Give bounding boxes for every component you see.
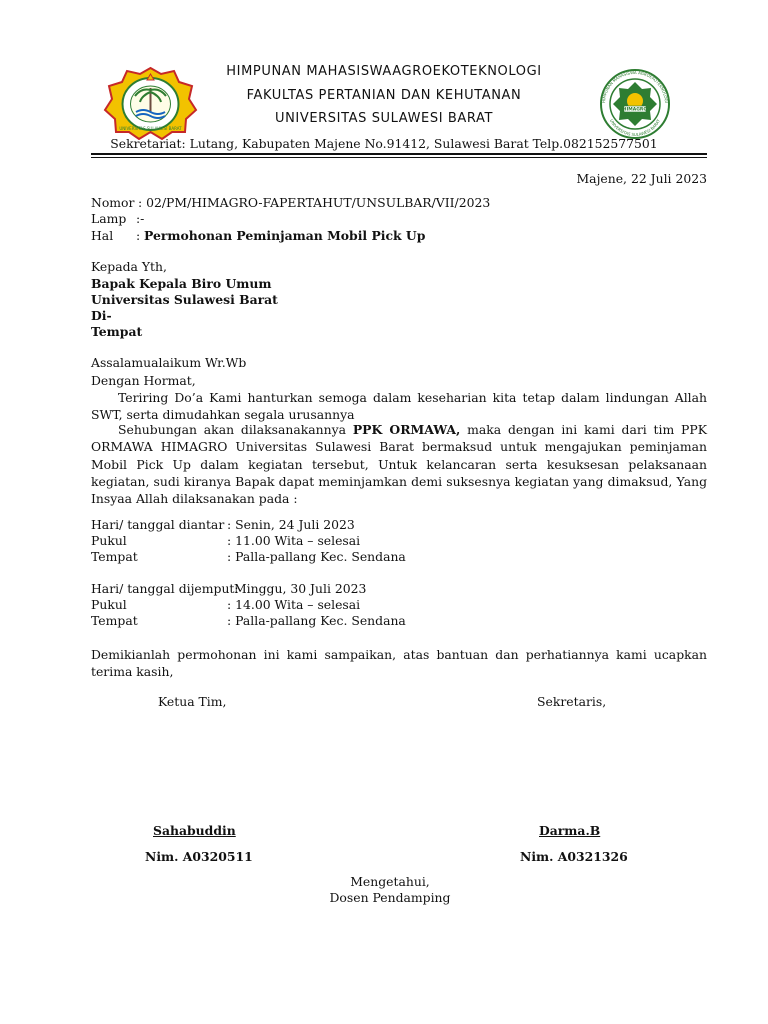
ppk-ormawa-bold: PPK ORMAWA, <box>352 422 461 437</box>
faculty-name: FAKULTAS PERTANIAN DAN KEHUTANAN <box>246 88 522 103</box>
pickup-time-label: Pukul <box>91 597 127 612</box>
lamp-value: :- <box>136 211 145 226</box>
delivery-place-value: : Palla-pallang Kec. Sendana <box>227 549 406 564</box>
svg-text:UNIVERSITAS SULAWESI BARAT: UNIVERSITAS SULAWESI BARAT <box>119 126 182 131</box>
header-rule-thin <box>91 157 707 158</box>
header-rule <box>91 153 707 155</box>
delivery-place-label: Tempat <box>91 549 138 564</box>
right-signatory-role: Sekretaris, <box>537 694 607 709</box>
recipient-line-1: Bapak Kepala Biro Umum <box>91 276 272 291</box>
delivery-day-label: Hari/ tanggal diantar <box>91 517 225 532</box>
nomor-label: Nomor <box>91 195 135 210</box>
supervisor-label: Dosen Pendamping <box>329 890 451 905</box>
address-line: Sekretariat: Lutang, Kabupaten Majene No.91412, Sulawesi Barat Telp.082152577501 <box>110 136 658 151</box>
left-signatory-role: Ketua Tim, <box>158 694 227 709</box>
hal-label: Hal <box>91 228 114 243</box>
lamp-label: Lamp <box>91 211 127 226</box>
closing-paragraph: Demikianlah permohonan ini kami sampaikan, atas bantuan dan perhatiannya kami ucapkan terima kasih, <box>91 647 707 680</box>
svg-text:UNIVERSITAS SULAWESI BARAT: UNIVERSITAS SULAWESI BARAT <box>608 118 662 138</box>
acknowledge-label: Mengetahui, <box>350 874 430 889</box>
letter-date: Majene, 22 Juli 2023 <box>576 171 707 186</box>
paragraph-request <box>91 421 707 507</box>
hal-colon: : <box>136 228 141 243</box>
svg-text:HIMAGRO: HIMAGRO <box>622 107 648 113</box>
pickup-time-value: : 14.00 Wita – selesai <box>227 597 361 612</box>
recipient-line-2: Universitas Sulawesi Barat <box>91 292 278 307</box>
university-name: UNIVERSITAS SULAWESI BARAT <box>274 111 494 126</box>
recipient-greeting: Kepada Yth, <box>91 259 167 274</box>
org-name: HIMPUNAN MAHASISWAAGROEKOTEKNOLOGI <box>226 64 542 79</box>
paragraph-request-rest: maka dengan ini kami dari tim PPK ORMAWA HIMAGRO Universitas Sulawesi Barat bermaksud untuk mengajukan peminjaman Mobil Pick Up dalam kegiatan tersebut, Untuk kelancaran serta kesuksesan pelaksanaan kegiatan, sudi kiranya Bapak dapat meminjamkan demi suksesnya kegiatan yang dimaksud, Yang Insyaa Allah dilaksanakan pada : <box>91 422 707 507</box>
pickup-day-label: Hari/ tanggal dijemput: <box>91 581 239 596</box>
paragraph-doa: Teriring Do’a Kami hanturkan semoga dalam keseharian kita tetap dalam lindungan Allah SWT, serta dimudahkan segala urusannya <box>91 390 707 423</box>
pickup-place-label: Tempat <box>91 613 138 628</box>
delivery-day-value: : Senin, 24 Juli 2023 <box>227 517 355 532</box>
left-signatory-name: Sahabuddin <box>153 823 236 838</box>
delivery-time-value: : 11.00 Wita – selesai <box>227 533 361 548</box>
svg-text:HIMPUNAN MAHASISWA AGROEKOTEKN: HIMPUNAN MAHASISWA AGROEKOTEKNOLOGI <box>600 69 669 104</box>
recipient-line-3: Di- <box>91 308 112 323</box>
paragraph-request-start: Sehubungan akan dilaksanakannya <box>118 422 353 437</box>
delivery-time-label: Pukul <box>91 533 127 548</box>
hal-value: Permohonan Peminjaman Mobil Pick Up <box>144 228 426 243</box>
nomor-value: : 02/PM/HIMAGRO-FAPERTAHUT/UNSULBAR/VII/2023 <box>138 195 491 210</box>
pickup-place-value: : Palla-pallang Kec. Sendana <box>227 613 406 628</box>
left-signatory-nim: Nim. A0320511 <box>145 849 253 864</box>
recipient-line-4: Tempat <box>91 324 143 339</box>
salam: Assalamualaikum Wr.Wb <box>91 355 247 370</box>
right-signatory-name: Darma.B <box>539 823 601 838</box>
pickup-day-value: Minggu, 30 Juli 2023 <box>234 581 367 596</box>
right-signatory-nim: Nim. A0321326 <box>520 849 628 864</box>
hormat: Dengan Hormat, <box>91 373 196 388</box>
